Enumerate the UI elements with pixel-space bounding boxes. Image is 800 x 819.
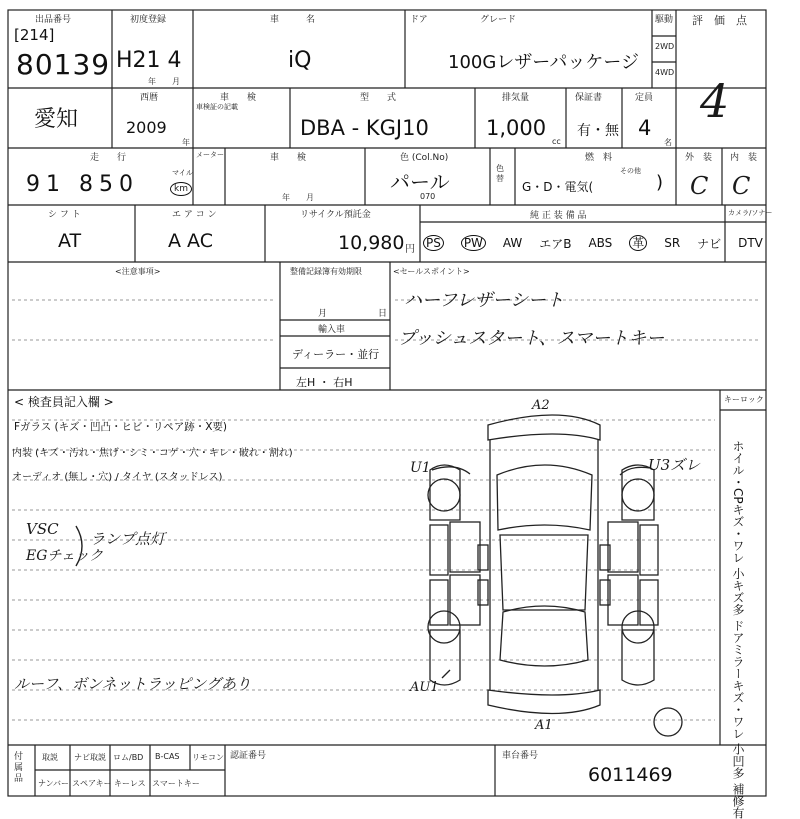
exterior-label: 外 装 xyxy=(685,153,713,163)
accessories-label: 付属品 xyxy=(14,752,24,784)
right-side-notes: ホイル・CPキズ・ワレ 小キズ多 ドアミラーキズ・ワレ 小凹多 補修有 xyxy=(731,440,745,819)
inspector-line-2: 内装 (キズ・汚れ・焦げ・シミ・コゲ・穴・キレ・破れ・割れ) xyxy=(12,448,293,459)
year-unit: 年 xyxy=(182,138,190,147)
acc-keyless: キーレス xyxy=(114,779,146,788)
acc-rom: ロム/BD xyxy=(113,753,144,762)
expiry-month: 月 xyxy=(318,309,328,319)
note-vsc: VSC xyxy=(26,520,59,538)
equipment-pw: PW xyxy=(461,235,486,251)
acc-manual: 取説 xyxy=(42,753,58,762)
note-lamp-on: ランプ点灯 xyxy=(90,530,166,548)
year-label: 西暦 xyxy=(140,93,159,103)
shift-value: AT xyxy=(58,230,82,252)
ac-value: A AC xyxy=(168,230,213,252)
exterior-value: C xyxy=(690,172,709,200)
mark-u1: U1 xyxy=(410,460,431,476)
note-eg-check: EGチェック xyxy=(26,548,103,564)
equipment-leather: 革 xyxy=(629,235,647,251)
color-label: 色 (Col.No) xyxy=(400,153,449,163)
note-wrapping: ルーフ、ボンネットラッピングあり xyxy=(14,675,252,693)
lot-label: 出品番号 xyxy=(35,15,72,25)
cert-label: 認証番号 xyxy=(230,751,267,761)
acc-navi-manual: ナビ取説 xyxy=(74,753,106,762)
caution-label: <注意事項> xyxy=(115,267,161,276)
grade-value: 100Gレザーパッケージ xyxy=(448,52,640,73)
score-value: 4 xyxy=(700,74,730,128)
displacement-unit: cc xyxy=(552,137,561,146)
mark-a2: A2 xyxy=(532,398,550,413)
recycle-value: 10,980 xyxy=(338,232,405,254)
interior-value: C xyxy=(732,172,751,200)
acc-smart-key: スマートキー xyxy=(152,779,200,788)
mark-u3: U3ズレ xyxy=(648,456,701,474)
lot-prefix: [214] xyxy=(14,26,55,44)
equipment-sr: SR xyxy=(664,236,681,250)
warranty-value: 有・無 xyxy=(577,123,619,139)
score-label: 評 価 点 xyxy=(692,14,747,27)
color-code: 070 xyxy=(420,192,436,201)
inspector-line-3: オーディオ (無し・穴) / タイヤ (スタッドレス) xyxy=(12,472,223,483)
year-month-unit: 年 月 xyxy=(148,77,180,86)
mileage-unit-km: km xyxy=(170,182,192,196)
handle-value: 左H ・ 右H xyxy=(296,376,353,389)
fuel-value: G・D・電気( xyxy=(522,180,594,194)
inspector-line-1: Fガラス (キズ・凹凸・ヒビ・リペア跡・X要) xyxy=(14,421,228,433)
color-value: パール xyxy=(390,170,450,194)
acc-plate: ナンバー xyxy=(38,779,70,788)
frame-number: 6011469 xyxy=(588,764,673,786)
ac-label: エ ア コ ン xyxy=(172,210,217,220)
drive-label: 駆動 xyxy=(655,15,674,25)
displacement-label: 排気量 xyxy=(502,93,530,103)
drive-2wd: 2WD xyxy=(655,42,675,51)
acc-remote: リモコン xyxy=(192,753,224,762)
capacity-unit: 名 xyxy=(664,138,672,147)
recycle-unit: 円 xyxy=(405,244,415,255)
acc-bcas: B-CAS xyxy=(155,752,180,761)
shift-label: シ フ ト xyxy=(48,210,81,220)
grade-label: グレード xyxy=(480,15,517,25)
first-reg-label: 初度登録 xyxy=(130,15,167,25)
equipment-label: 純 正 装 備 品 xyxy=(530,211,587,221)
mileage-value: 91 850 xyxy=(26,172,139,197)
inspection-sub: 車検証の記載 xyxy=(196,103,238,111)
capacity-value: 4 xyxy=(638,116,652,140)
year-value: 2009 xyxy=(126,118,167,137)
equipment-dtv: DTV xyxy=(738,236,763,250)
equipment-abs: ABS xyxy=(588,236,613,250)
mileage-label: 走 行 xyxy=(90,153,127,163)
keylock-label: キーロック xyxy=(724,395,764,404)
recycle-label: リサイクル預託金 xyxy=(300,210,371,220)
color-change-label: 色替 xyxy=(496,164,504,183)
fuel-close: ) xyxy=(656,172,664,193)
acc-spare-key: スペアキー xyxy=(72,779,112,788)
warranty-label: 保証書 xyxy=(575,93,603,103)
import-label: 輸入車 xyxy=(318,325,346,335)
camera-label: カメラ/ソナー xyxy=(728,209,773,217)
type-value: DBA - KGJ10 xyxy=(300,116,429,140)
mark-au1: AU1 xyxy=(410,680,439,695)
interior-label: 内 装 xyxy=(730,153,758,163)
sales-line-1: ハーフレザーシート xyxy=(404,290,565,311)
sales-line-2: プッシュスタート、スマートキー xyxy=(398,328,665,349)
shaken-label: 車 検 xyxy=(270,153,307,163)
mark-a1: A1 xyxy=(535,718,553,733)
equipment-ps: PS xyxy=(423,235,444,251)
type-label: 型 式 xyxy=(360,93,397,103)
expiry-label: 整備記録簿有効期限 xyxy=(290,267,362,276)
first-reg-value: H21 4 xyxy=(116,48,182,73)
fuel-label: 燃 料 xyxy=(585,153,613,163)
shaken-year-month: 年 月 xyxy=(282,193,314,202)
model-name: iQ xyxy=(288,48,312,73)
expiry-day: 日 xyxy=(378,309,388,319)
inspector-title: < 検査員記入欄 > xyxy=(14,395,114,409)
frame-label: 車台番号 xyxy=(502,751,539,761)
displacement-value: 1,000 xyxy=(486,116,547,140)
equipment-aw: AW xyxy=(502,236,523,250)
inspection-label: 車 検 xyxy=(220,93,257,103)
drive-4wd: 4WD xyxy=(655,68,675,77)
fuel-other-label: その他 xyxy=(620,167,641,175)
sales-point-label: <セールスポイント> xyxy=(393,267,470,276)
capacity-label: 定員 xyxy=(635,93,654,103)
meter-label: メーター xyxy=(196,151,224,159)
equipment-navi: ナビ xyxy=(697,236,722,251)
region: 愛知 xyxy=(34,107,79,132)
door-label: ドア xyxy=(410,15,428,25)
mileage-unit-mile: マイル xyxy=(172,169,193,177)
import-value: ディーラー・並行 xyxy=(292,348,380,361)
equipment-airbag: エアB xyxy=(539,236,572,251)
lot-number: 80139 xyxy=(16,48,111,81)
model-name-label: 車 名 xyxy=(270,15,316,25)
